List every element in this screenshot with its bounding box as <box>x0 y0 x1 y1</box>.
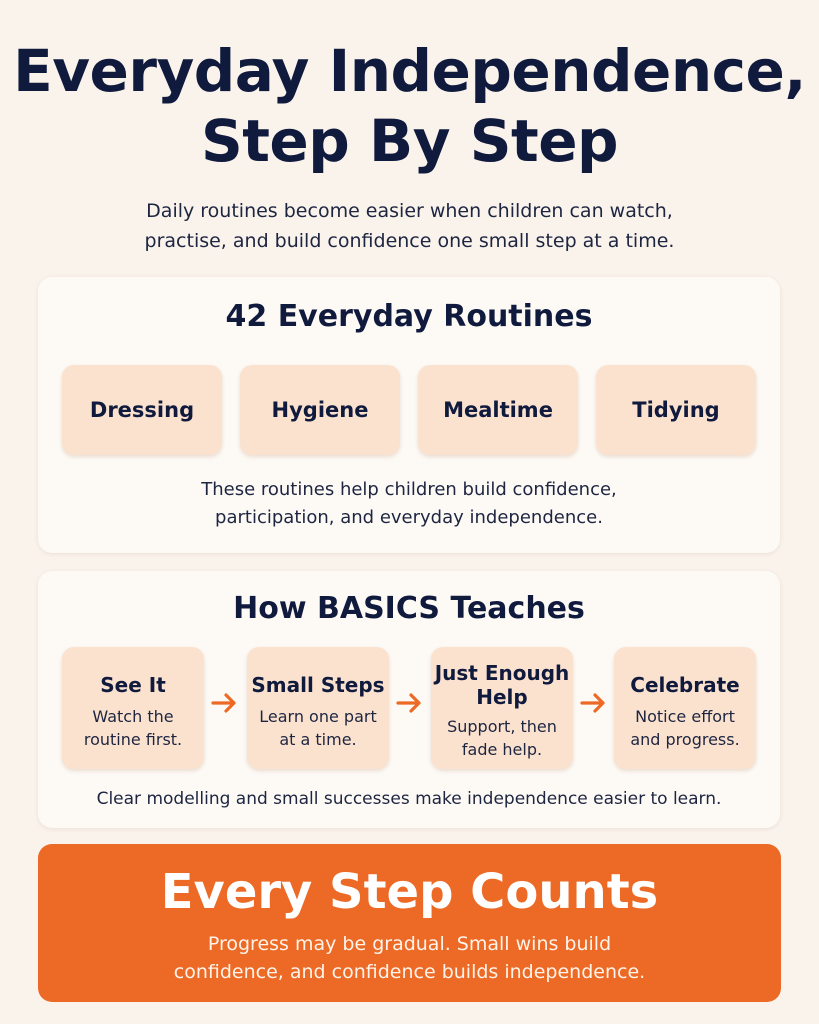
routine-tile-dressing: Dressing <box>62 365 222 455</box>
teaching-steps <box>62 647 756 769</box>
step-desc-line-2: fade help. <box>461 740 543 759</box>
teaching-card <box>38 571 780 828</box>
step-desc-line-2: at a time. <box>279 730 357 749</box>
every-step-counts-banner <box>38 844 781 1002</box>
step-desc-line-2: routine first. <box>83 730 183 749</box>
teaching-heading: How BASICS Teaches <box>233 591 585 626</box>
arrow-right-icon <box>579 691 609 715</box>
step-small-steps <box>247 647 389 769</box>
step-desc-line-2: and progress. <box>630 730 740 749</box>
step-title: See It <box>100 673 166 697</box>
step-desc-line-1: Support, then <box>447 717 557 736</box>
arrow-right-icon <box>395 691 425 715</box>
step-see-it <box>62 647 204 769</box>
step-celebrate <box>614 647 756 769</box>
page-subtitle-line-1: Daily routines become easier when children can watch, <box>146 200 673 222</box>
page-subtitle-line-2: practise, and build confidence one small step at a time. <box>144 230 675 252</box>
step-just-enough-help <box>431 647 573 769</box>
page-subtitle <box>0 196 819 256</box>
routine-tile-mealtime: Mealtime <box>418 365 578 455</box>
routines-heading: 42 Everyday Routines <box>225 299 593 334</box>
step-desc-line-1: Watch the <box>92 707 174 726</box>
routines-card <box>38 277 780 553</box>
step-title-line-2: Help <box>476 685 528 709</box>
arrow-right-icon <box>210 691 240 715</box>
routines-note-line-2: participation, and everyday independence. <box>215 507 603 528</box>
page-title-line-2: Step By Step <box>200 107 619 175</box>
teaching-note: Clear modelling and small successes make independence easier to learn. <box>96 789 722 809</box>
step-desc-line-1: Notice effort <box>635 707 735 726</box>
banner-title: Every Step Counts <box>160 864 659 920</box>
page-title <box>0 36 819 176</box>
routine-tile-hygiene: Hygiene <box>240 365 400 455</box>
step-title: Celebrate <box>630 673 740 697</box>
routines-note <box>38 476 780 532</box>
banner-text-line-1: Progress may be gradual. Small wins build <box>207 933 612 955</box>
step-title-line-1: Just Enough <box>434 661 570 685</box>
step-desc-line-1: Learn one part <box>259 707 377 726</box>
step-title: Small Steps <box>251 673 385 697</box>
banner-text <box>38 930 781 986</box>
banner-text-line-2: confidence, and confidence builds independence. <box>173 961 646 983</box>
routine-list <box>62 365 756 455</box>
routine-tile-tidying: Tidying <box>596 365 756 455</box>
page-title-line-1: Everyday Independence, <box>13 37 806 105</box>
routines-note-line-1: These routines help children build confidence, <box>201 479 617 500</box>
